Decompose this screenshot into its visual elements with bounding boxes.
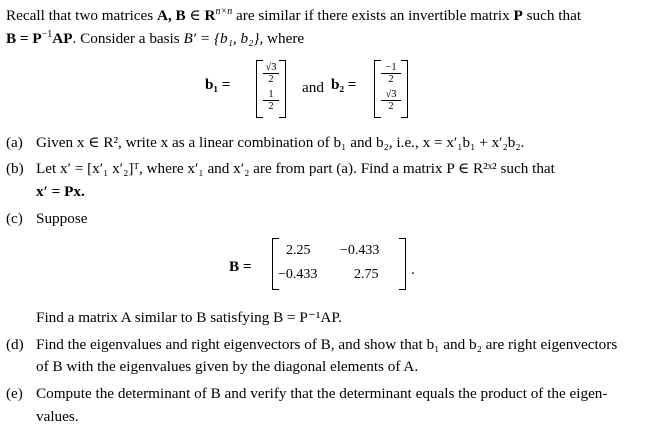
part-a [6,135,524,150]
matrix-cell-11: 2.25 [286,243,311,258]
basis-def: B′ = {b₁, b₂} [183,30,260,47]
matrices-AB: A, B [156,7,186,24]
b2-label: b₂ = [331,76,357,93]
part-a-text: Given x ∈ R², write x as a linear combination of b₁ and b₂, i.e., x = x′₁b₁ + x′₂b₂. [36,134,525,151]
part-e-text-1: Compute the determinant of B and verify that the determinant equals the product of the eigen- [36,385,608,402]
part-c-find: Find a matrix A similar to B satisfying B = P⁻¹AP. [36,309,342,326]
b2-bottom-frac: $\frac{√3}{2}$ [381,89,401,112]
matrix-P: P [513,7,523,24]
similarity-eq: B = P [6,30,42,47]
part-b-label: (b) [6,160,24,177]
b1-bottom-frac: $\frac{1}{2}$ [263,89,279,112]
part-b [6,161,555,176]
matrix-cell-12: −0.433 [340,243,380,258]
part-d [6,337,617,352]
intro-text-e: , where [259,30,305,47]
matrix-period: . [411,261,415,278]
matrix-B [272,238,406,290]
dim-n-by-n: n×n [215,5,233,17]
b1-vector [256,60,286,118]
part-d-text-1: Find the eigenvalues and right eigenvectors of B, and show that b₁ and b₂ are right eigenvectors [36,336,618,353]
intro-line-2 [6,28,305,47]
part-e-text-2: values. [36,408,79,425]
b1-label: b₁ = [205,76,231,93]
intro-text-d: . Consider a basis [72,30,184,47]
part-e-label: (e) [6,385,23,402]
part-c-label: (c) [6,210,23,227]
inverse-exp: −1 [41,28,53,40]
matrix-B-label: B = [229,258,252,275]
b2-top-frac: $\frac{-1}{2}$ [381,62,401,85]
part-b-text-2: x′ = Px. [36,183,85,200]
part-d-text-2: of B with the eigenvalues given by the diagonal elements of A. [36,358,419,375]
intro-text-b: are similar if there exists an invertible matrix [232,7,514,24]
part-c-text: Suppose [36,210,88,227]
intro-text-a: Recall that two matrices [6,7,157,24]
intro-line-1 [6,5,582,24]
part-b-text-1: Let x′ = [x′₁ x′₂]ᵀ, where x′₁ and x′₂ are from part (a). Find a matrix P ∈ R²ˣ² such that [36,160,555,177]
b1-top-frac: $\frac{√3}{2}$ [263,62,279,85]
similarity-AP: AP [52,30,73,47]
intro-text-c: such that [522,7,582,24]
part-a-label: (a) [6,134,23,151]
b2-vector [374,60,408,118]
in-symbol: ∈ [185,7,205,24]
part-e [6,386,607,401]
matrix-cell-21: −0.433 [278,267,318,282]
part-c [6,211,87,226]
matrix-cell-22: 2.75 [354,267,379,282]
real-set: R [204,7,216,24]
and-word: and [302,79,324,96]
part-d-label: (d) [6,336,24,353]
